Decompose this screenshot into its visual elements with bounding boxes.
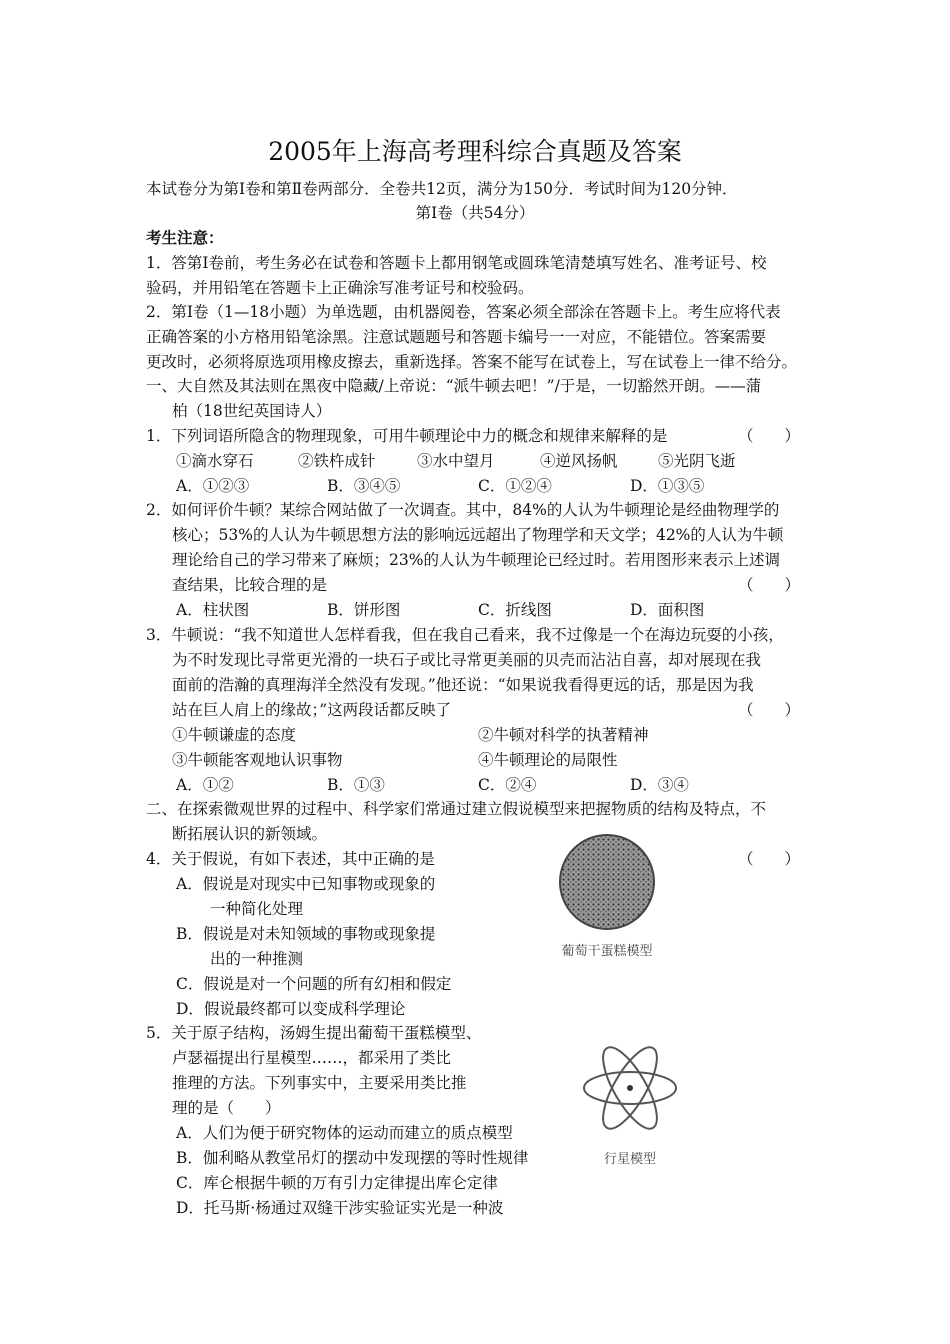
q1-option-b: B．③④⑤: [327, 477, 401, 495]
q2-option-c: C．折线图: [478, 601, 552, 619]
q1-option-a: A．①②③: [176, 477, 250, 495]
q5-option-a: A．人们为便于研究物体的运动而建立的质点模型: [176, 1124, 513, 1142]
q1-item: ①滴水穿石: [176, 452, 254, 470]
question-2-stem: 理论给自己的学习带来了麻烦；23%的人认为牛顿理论已经过时。若用图形来表示上述调: [172, 551, 780, 569]
q5-option-d: D．托马斯·杨通过双缝干涉实验证实光是一种波: [176, 1199, 504, 1217]
question-5-stem: 理的是（ ）: [172, 1099, 281, 1117]
q4-option-a-cont: 一种简化处理: [210, 900, 304, 918]
q2-option-b: B．饼形图: [327, 601, 401, 619]
question-4-stem: 4．关于假说，有如下表述，其中正确的是: [146, 850, 435, 868]
notice-heading: 考生注意：: [146, 228, 224, 247]
q1-item: ④逆风扬帆: [540, 452, 618, 470]
notice-line: 1．答第Ⅰ卷前，考生务必在试卷和答题卡上都用钢笔或圆珠笔清楚填写姓名、准考证号、校: [146, 254, 767, 272]
plum-pudding-model-icon: [552, 828, 662, 948]
question-3-stem: 站在巨人肩上的缘故；”这两段话都反映了: [172, 701, 452, 719]
answer-paren: （ ）: [738, 701, 801, 719]
section-heading: 一、大自然及其法则在黑夜中隐藏/上帝说：“派牛顿去吧！”/于是，一切豁然开朗。——蒲: [146, 377, 762, 395]
notice-line: 正确答案的小方格用铅笔涂黑。注意试题题号和答题卡编号一一对应，不能错位。答案需要: [146, 328, 767, 346]
planetary-model-figure: [580, 1030, 680, 1170]
notice-line: 更改时，必须将原选项用橡皮擦去，重新选择。答案不能写在试卷上，写在试卷上一律不给分。: [146, 353, 798, 371]
planetary-model-caption: 行星模型: [603, 1152, 656, 1167]
question-5-stem: 卢瑟福提出行星模型……，都采用了类比: [172, 1049, 452, 1067]
question-3-stem: 为不时发现比寻常更光滑的一块石子或比寻常更美丽的贝壳而沾沾自喜，却对展现在我: [172, 651, 762, 669]
q1-item: ②铁杵成针: [298, 452, 376, 470]
q2-option-d: D．面积图: [630, 601, 705, 619]
question-2-stem: 查结果，比较合理的是: [172, 576, 328, 594]
notice-line: 验码，并用铅笔在答题卡上正确涂写准考证号和校验码。: [146, 279, 534, 297]
q3-option-d: D．③④: [630, 776, 689, 794]
q4-option-d: D．假说最终都可以变成科学理论: [176, 1000, 406, 1018]
question-3-stem: 3．牛顿说：“我不知道世人怎样看我，但在我自己看来，我不过像是一个在海边玩耍的小孩，: [146, 626, 784, 644]
answer-paren: （ ）: [738, 427, 801, 445]
q1-option-c: C．①②④: [478, 477, 552, 495]
answer-paren: （ ）: [738, 850, 801, 868]
q1-item: ③水中望月: [417, 452, 495, 470]
q4-option-a: A．假说是对现实中已知事物或现象的: [176, 875, 436, 893]
volume-heading: 第Ⅰ卷（共54分）: [415, 204, 535, 222]
question-2-stem: 2．如何评价牛顿？某综合网站做了一次调查。其中，84%的人认为牛顿理论是经曲物理学的: [146, 501, 780, 519]
question-5-stem: 推理的方法。下列事实中，主要采用类比推: [172, 1074, 467, 1092]
section-heading: 断拓展认识的新领域。: [172, 825, 328, 843]
question-1-stem: 1．下列词语所隐含的物理现象，可用牛顿理论中力的概念和规律来解释的是: [146, 427, 668, 445]
section-heading: 二、在探索微观世界的过程中、科学家们常通过建立假说模型来把握物质的结构及特点，不: [146, 800, 767, 818]
plum-pudding-figure: [552, 828, 662, 968]
q5-option-b: B．伽利略从教堂吊灯的摆动中发现摆的等时性规律: [176, 1149, 529, 1167]
q5-option-c: C．库仑根据牛顿的万有引力定律提出库仑定律: [176, 1174, 498, 1192]
q4-option-c: C．假说是对一个问题的所有幻相和假定: [176, 975, 452, 993]
q2-option-a: A．柱状图: [176, 601, 250, 619]
section-heading: 柏（18世纪英国诗人）: [172, 402, 332, 420]
atom-orbit-icon: [580, 1030, 680, 1145]
q3-item: ①牛顿谦虚的态度: [172, 726, 297, 744]
q4-option-b-cont: 出的一种推测: [210, 950, 304, 968]
q1-item: ⑤光阴飞逝: [658, 452, 736, 470]
plum-pudding-caption: 葡萄干蛋糕模型: [561, 944, 653, 959]
answer-paren: （ ）: [738, 576, 801, 594]
page-title: 2005年上海高考理科综合真题及答案: [268, 137, 682, 166]
q3-option-a: A．①②: [176, 776, 234, 794]
q3-item: ②牛顿对科学的执著精神: [478, 726, 649, 744]
q3-item: ④牛顿理论的局限性: [478, 751, 618, 769]
question-5-stem: 5．关于原子结构，汤姆生提出葡萄干蛋糕模型、: [146, 1024, 482, 1042]
notice-line: 2．第Ⅰ卷（1—18小题）为单选题，由机器阅卷，答案必须全部涂在答题卡上。考生应将代表: [146, 303, 781, 321]
q4-option-b: B．假说是对未知领域的事物或现象提: [176, 925, 436, 943]
q3-option-b: B．①③: [327, 776, 385, 794]
question-3-stem: 面前的浩瀚的真理海洋全然没有发现。”他还说：“如果说我看得更远的话，那是因为我: [172, 676, 754, 694]
q3-option-c: C．②④: [478, 776, 537, 794]
q1-option-d: D．①③⑤: [630, 477, 705, 495]
q3-item: ③牛顿能客观地认识事物: [172, 751, 343, 769]
question-2-stem: 核心；53%的人认为牛顿思想方法的影响远远超出了物理学和天文学；42%的人认为牛顿: [172, 526, 784, 544]
exam-intro: 本试卷分为第Ⅰ卷和第Ⅱ卷两部分．全卷共12页，满分为150分．考试时间为120分钟．: [146, 180, 738, 198]
